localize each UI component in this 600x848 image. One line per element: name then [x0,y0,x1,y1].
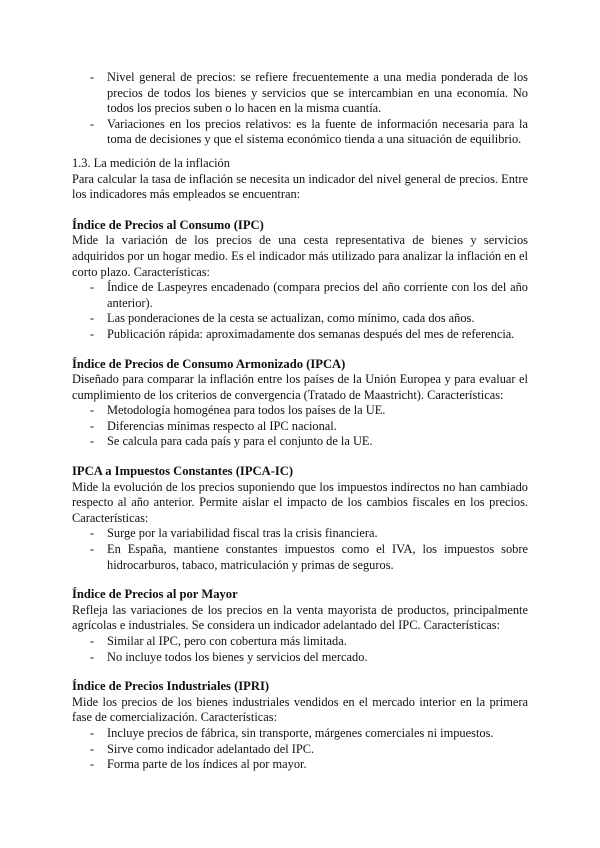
section-description: Mide la evolución de los precios suponiendo que los impuestos indirectos no han cambiado respecto al año anterior. Permite aislar el impacto de los cambios fiscales en los precios. Características: [72,479,528,525]
list-item: - Variaciones en los precios relativos: es la fuente de información necesaria para la toma de decisiones y que el sistema económico tienda a una situación de equilibrio. [72,117,528,148]
list-item: - Incluye precios de fábrica, sin transporte, márgenes comerciales ni impuestos. [72,726,528,742]
list-item: - Similar al IPC, pero con cobertura más limitada. [72,634,528,650]
section-description: Refleja las variaciones de los precios en la venta mayorista de productos, principalmente agrícolas e industriales. Se considera un indicador adelantado del IPC. Características: [72,602,528,633]
section-description: Diseñado para comparar la inflación entre los países de la Unión Europea y para evaluar el cumplimiento de los criterios de convergencia (Tratado de Maastricht). Características: [72,372,528,402]
section-ipri [72,679,528,773]
section-ipca-ic [72,464,528,573]
section-title: IPCA a Impuestos Constantes (IPCA-IC) [72,464,294,479]
list-item: - Sirve como indicador adelantado del IPC. [72,742,528,758]
section-ipc [72,218,528,343]
section-title: Índice de Precios Industriales (IPRI) [72,679,270,694]
bullet-list [72,634,528,665]
list-item: - Diferencias mínimas respecto al IPC nacional. [72,419,528,435]
list-item: - Nivel general de precios: se refiere frecuentemente a una media ponderada de los precios de todos los bienes y servicios que se intercambian en una economía. No todos los precios suben o lo hacen en la misma cuantía. [72,70,528,117]
section-ipca [72,357,528,451]
intro-bullet-list [72,70,528,148]
subsection-intro: Para calcular la tasa de inflación se necesita un indicador del nivel general de precios. Entre los indicadores más empleados se encuentran: [72,171,528,202]
document-page [72,70,528,773]
list-item: - Forma parte de los índices al por mayor. [72,757,528,773]
list-item: - Las ponderaciones de la cesta se actualizan, como mínimo, cada dos años. [72,311,528,327]
section-description: Mide los precios de los bienes industriales vendidos en el mercado interior en la primera fase de comercialización. Características: [72,694,528,725]
section-title: Índice de Precios al por Mayor [72,587,238,602]
section-title: Índice de Precios de Consumo Armonizado (IPCA) [72,356,346,371]
list-item: - Surge por la variabilidad fiscal tras la crisis financiera. [72,526,528,542]
list-item: - Índice de Laspeyres encadenado (compara precios del año corriente con los del año anterior). [72,280,528,311]
list-item: - Se calcula para cada país y para el conjunto de la UE. [72,434,528,450]
list-item: - Metodología homogénea para todos los países de la UE. [72,403,528,419]
bullet-list [72,526,528,573]
bullet-list [72,726,528,773]
section-description: Mide la variación de los precios de una cesta representativa de bienes y servicios adquiridos por un hogar medio. Es el indicador más utilizado para analizar la inflación en el corto plazo. Características: [72,233,528,279]
bullet-list [72,403,528,450]
section-precios-mayor [72,587,528,665]
section-title: Índice de Precios al Consumo (IPC) [72,217,264,232]
bullet-list [72,280,528,342]
subsection-title: 1.3. La medición de la inflación [72,155,230,170]
list-item: - Publicación rápida: aproximadamente dos semanas después del mes de referencia. [72,327,528,343]
list-item: - En España, mantiene constantes impuestos como el IVA, los impuestos sobre hidrocarburos, tabaco, matriculación y primas de seguros. [72,542,528,573]
list-item: - No incluye todos los bienes y servicios del mercado. [72,650,528,666]
